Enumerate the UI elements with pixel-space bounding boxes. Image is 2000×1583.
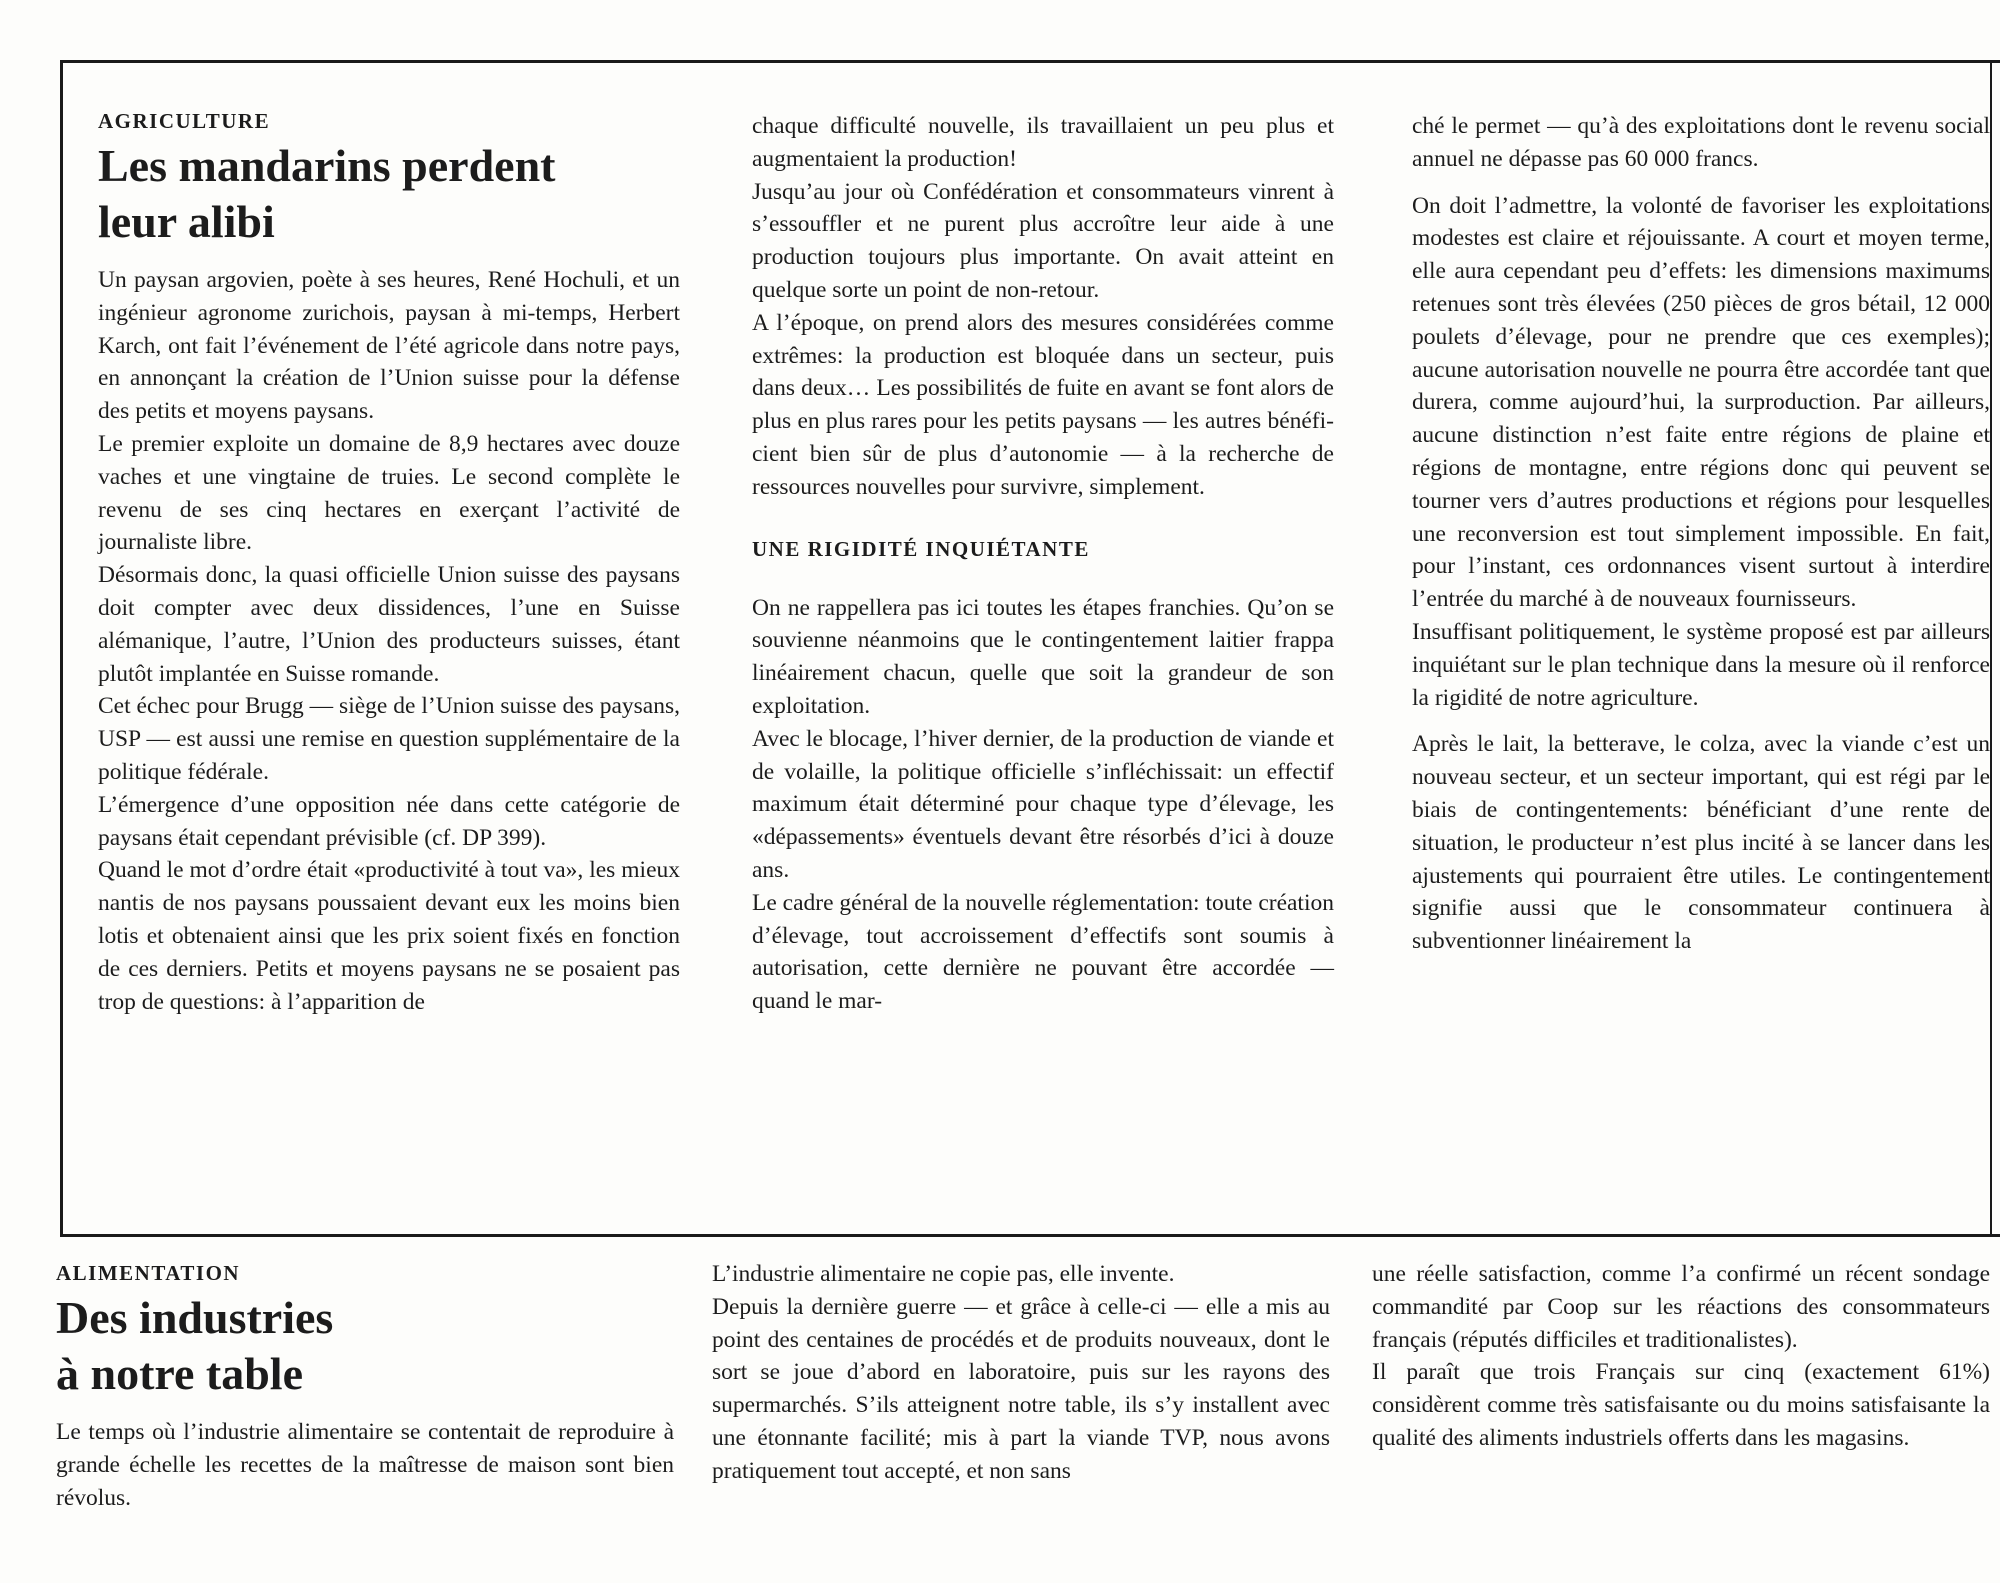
article2-headline-line1: Des industries: [56, 1292, 334, 1343]
paragraph: une réelle satisfaction, comme l’a confirmé un récent sondage commandité par Coop sur les réactions des consommateurs français (réputés difficiles et traditionalistes).: [1372, 1261, 1990, 1353]
paragraph: Après le lait, la betterave, le colza, avec la viande c’est un nouveau secteur, et un secteur important, qui est régi par le biais de contingentements: bénéficiant d’une rente de situation, le producteur n’est plus incité à se lancer dans les ajustements qui pourraient être utiles. Le contingentement signifie aussi que le consommateur continuera à subventionner linéairement la: [1412, 731, 1990, 955]
paragraph: chaque difficulté nouvelle, ils travaillaient un peu plus et augmentaient la production!: [752, 113, 1334, 172]
article2-column-2: [712, 1258, 1330, 1488]
paragraph: A l’époque, on prend alors des mesures considérées comme extrêmes: la production est bloquée dans un secteur, puis dans deux… Les possibilités de fuite en avant se font alors de plus en plus rares pour les petits paysans — les autres bénéficient bien sûr de plus d’autonomie — à la recherche de ressources nouvelles pour survivre, simplement.: [752, 309, 1334, 500]
article-frame-left-rule: [60, 60, 63, 1235]
paragraph: Jusqu’au jour où Confédération et consommateurs vinrent à s’essouffler et ne purent plus accroître leur aide à une production toujours plus importante. On avait atteint en quelque sorte un point de non-retour.: [752, 178, 1334, 303]
article2-column-1: [56, 1258, 674, 1514]
article1-kicker: AGRICULTURE: [98, 109, 271, 133]
paragraph: Le temps où l’industrie alimentaire se contentait de reproduire à grande échelle les recettes de la maîtresse de maison sont bien révolus.: [56, 1419, 674, 1511]
article-frame-right-rule: [1990, 60, 1992, 1235]
paragraph: L’industrie alimentaire ne copie pas, elle invente.: [712, 1261, 1175, 1287]
paragraph: ché le permet — qu’à des exploitations dont le revenu social annuel ne dépasse pas 60 000 francs.: [1412, 113, 1990, 172]
paragraph: Le premier exploite un domaine de 8,9 hectares avec douze vaches et une vingtaine de truies. Le second complète le revenu de ses cinq hectares en exerçant l’activité de journaliste libre.: [98, 430, 680, 556]
paragraph: Depuis la dernière guerre — et grâce à celle-ci — elle a mis au point des centaines de procédés et de produits nouveaux, dont le sort se joue d’abord en laboratoire, puis sur les rayons des supermarchés. S’ils atteignent notre table, ils s’y installent avec une étonnante facilité; mis à part la viande TVP, nous avons pratiquement tout accepté, et non sans: [712, 1293, 1330, 1484]
paragraph: Il paraît que trois Français sur cinq (exactement 61%) considèrent comme très satisfaisante ou du moins satisfaisante la qualité des aliments industriels offerts dans les magasins.: [1372, 1359, 1990, 1451]
article2-headline-line2: à notre table: [56, 1348, 304, 1399]
article1-headline-line1: Les mandarins perdent: [98, 140, 556, 191]
article-frame-top-rule: [62, 60, 2000, 63]
paragraph: Avec le blocage, l’hiver dernier, de la production de viande et de volaille, la politique officielle s’infléchissait: un effectif maximum était déterminé pour chaque type d’élevage, les «dépassements» éventuels devant être résorbés d’ici à douze ans.: [752, 725, 1334, 883]
article2-column-3: [1372, 1258, 1990, 1455]
paragraph: On ne rappellera pas ici toutes les étapes franchies. Qu’on se souvienne néanmoins que le contingentement laitier frappa linéairement chacun, quelle que soit la grandeur de son exploitation.: [752, 594, 1334, 719]
article2-headline: [56, 1290, 674, 1402]
article-frame-bottom-rule: [60, 1234, 2000, 1237]
article1-headline: [98, 138, 680, 250]
article1-column-3: [1412, 110, 1990, 958]
article1-headline-line2: leur alibi: [98, 196, 275, 247]
paragraph: L’émergence d’une opposition née dans cette catégorie de paysans était cependant prévisible (cf. DP 399).: [98, 791, 680, 851]
paragraph: Insuffisant politiquement, le système proposé est par ailleurs inquiétant sur le plan technique dans la mesure où il renforce la rigidité de notre agriculture.: [1412, 618, 1990, 711]
paragraph: Quand le mot d’ordre était «productivité à tout va», les mieux nantis de nos paysans poussaient devant eux les moins bien lotis et obtenaient ainsi que les prix soient fixés en fonction de ces derniers. Petits et moyens paysans ne se posaient pas trop de questions: à l’apparition de: [98, 857, 680, 1015]
paragraph: Un paysan argovien, poète à ses heures, René Hochuli, et un ingénieur agronome zurichois, paysan à mi-temps, Herbert Karch, ont fait l’événement de l’été agricole dans notre pays, en annonçant la création de l’Union suisse pour la défense des petits et moyens paysans.: [98, 267, 680, 425]
paragraph: Le cadre général de la nouvelle réglementation: toute création d’élevage, tout accroissement d’effectifs sont soumis à autorisation, cette dernière ne pouvant être accordée — quand le mar-: [752, 889, 1334, 1015]
article1-subheading: UNE RIGIDITÉ INQUIÉTANTE: [752, 536, 1090, 561]
article1-column-1: [98, 106, 680, 1018]
paragraph: On doit l’admettre, la volonté de favoriser les exploitations modestes est claire et réjouissante. A court et moyen terme, elle aura cependant peu d’effets: les dimensions maximums retenues sont très élevées (250 pièces de gros bétail, 12 000 poulets d’élevage, pour ne prendre que ces exemples); aucune autorisation nouvelle ne pourra être accordée tant que durera, comme aujourd’hui, la surproduction. Par ailleurs, aucune distinction n’est faite entre régions de plaine et régions de montagne, entre régions donc qui peuvent se tourner vers d’autres productions et régions pour lesquelles une reconversion est tout simplement impossible. En fait, pour l’instant, ces ordonnances visent surtout à interdire l’entrée du marché à de nouveaux fournisseurs.: [1412, 192, 1990, 613]
article2-kicker: ALIMENTATION: [56, 1261, 241, 1285]
paragraph: Cet échec pour Brugg — siège de l’Union suisse des paysans, USP — est aussi une remise en question supplémentaire de la politique fédérale.: [98, 693, 680, 785]
article1-column-2: [752, 110, 1334, 1018]
paragraph: Désormais donc, la quasi officielle Union suisse des paysans doit compter avec deux dissidences, l’une en Suisse alémanique, l’autre, l’Union des producteurs suisses, étant plutôt implantée en Suisse romande.: [98, 562, 680, 687]
